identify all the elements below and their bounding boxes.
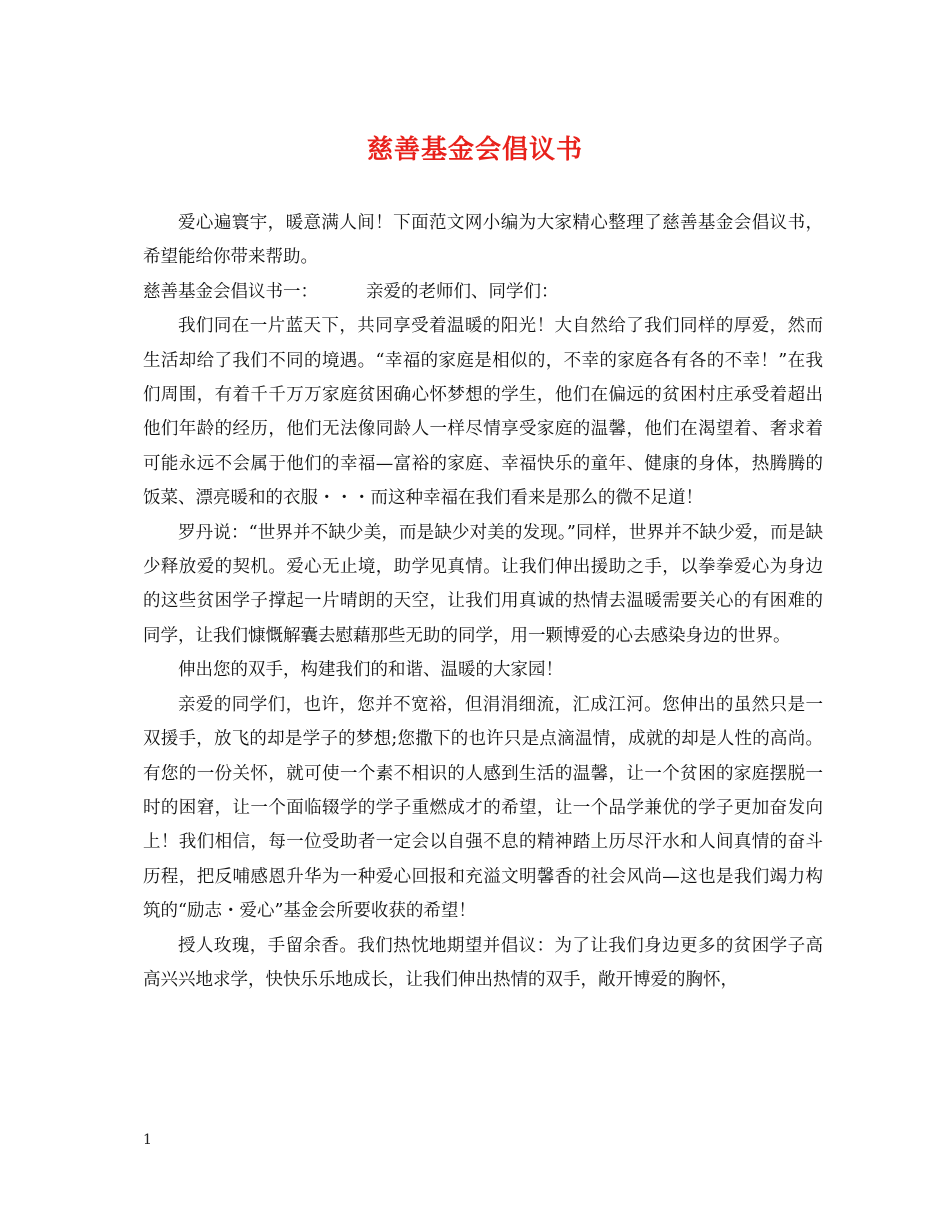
section-heading-line (143, 275, 823, 309)
body-paragraph: 我们同在一片蓝天下，共同享受着温暖的阳光！大自然给了我们同样的厚爱，然而生活却给了我们不同的境遇。“幸福的家庭是相似的，不幸的家庭各有各的不幸！”在我们周围，有着千千万万家庭贫困确心怀梦想的学生，他们在偏远的贫困村庄承受着超出他们年龄的经历，他们无法像同龄人一样尽情享受家庭的温馨，他们在渴望着、奢求着可能永远不会属于他们的幸福—富裕的家庭、幸福快乐的童年、健康的身体，热腾腾的饭菜、漂亮暖和的衣服・・・而这种幸福在我们看来是那么的微不足道！ (143, 316, 823, 509)
document-title: 慈善基金会倡议书 (366, 135, 583, 165)
section-heading: 慈善基金会倡议书一： (143, 281, 318, 302)
body-paragraph: 罗丹说：“世界并不缺少美，而是缺少对美的发现。”同样，世界并不缺少爱，而是缺少释放爱的契机。爱心无止境，助学见真情。让我们伸出援助之手，以拳拳爱心为身边的这些贫困学子撑起一片晴朗的天空，让我们用真诚的热情去温暖需要关心的有困难的同学，让我们慷慨解囊去慰藉那些无助的同学，用一颗博爱的心去感染身边的世界。 (143, 522, 823, 646)
body-paragraph: 亲爱的同学们，也许，您并不宽裕，但涓涓细流，汇成江河。您伸出的虽然只是一双援手，放飞的却是学子的梦想;您撒下的也许只是点滴温情，成就的却是人性的高尚。有您的一份关怀，就可使一个素不相识的人感到生活的温馨，让一个贫困的家庭摆脱一时的困窘，让一个面临辍学的学子重燃成才的希望，让一个品学兼优的学子更加奋发向上！我们相信，每一位受助者一定会以自强不息的精神踏上历尽汗水和人间真情的奋斗历程，把反哺感恩升华为一种爱心回报和充溢文明馨香的社会风尚—这也是我们竭力构筑的“励志・爱心”基金会所要收获的希望！ (143, 694, 823, 922)
body-paragraph: 授人玫瑰，手留余香。我们热忱地期望并倡议：为了让我们身边更多的贫困学子高高兴兴地求学，快快乐乐地成长，让我们伸出热情的双手，敞开博爱的胸怀， (143, 935, 823, 990)
body-paragraph: 伸出您的双手，构建我们的和谐、温暖的大家园！ (178, 660, 563, 681)
salutation: 亲爱的老师们、同学们： (366, 281, 559, 302)
page-number: 1 (143, 1132, 152, 1148)
document-body (143, 206, 823, 997)
spacer (318, 275, 366, 309)
intro-paragraph: 爱心遍寰宇，暖意满人间！下面范文网小编为大家精心整理了慈善基金会倡议书，希望能给你带来帮助。 (143, 213, 823, 268)
